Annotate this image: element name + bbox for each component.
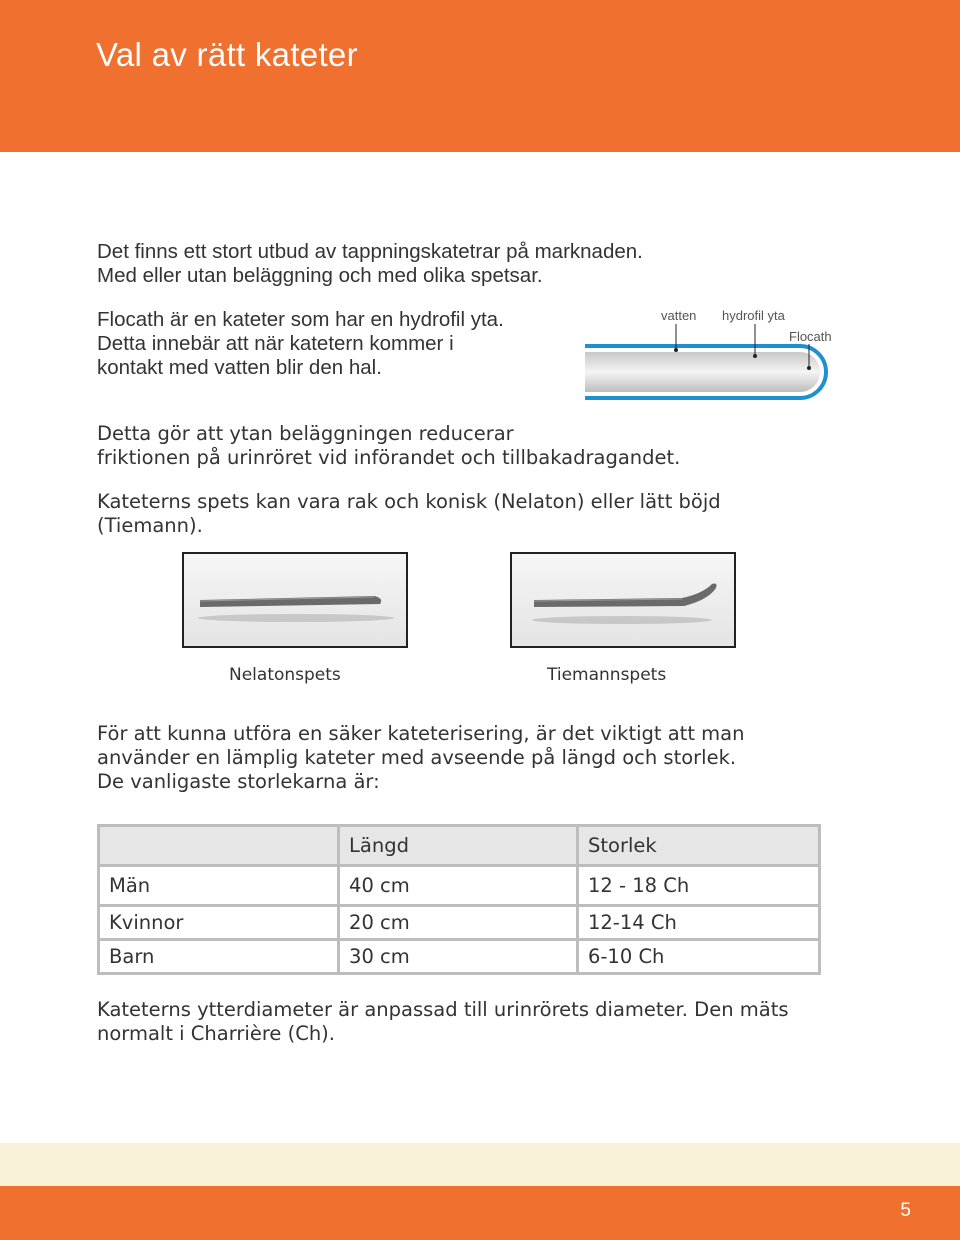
tiemann-catheter-icon (512, 554, 734, 646)
table-cell: 6-10 Ch (577, 940, 819, 974)
nelaton-catheter-icon (184, 554, 406, 646)
friction-paragraph (97, 422, 680, 470)
tip-paragraph (97, 490, 721, 538)
table-row (99, 906, 820, 940)
flocath-paragraph (97, 308, 504, 380)
label-hydrophilic-surface: hydrofil yta (722, 308, 785, 323)
page-header (0, 0, 960, 152)
size-line: använder en lämplig kateter med avseende på längd och storlek. (97, 746, 737, 769)
size-paragraph (97, 722, 744, 794)
table-cell: Kvinnor (99, 906, 339, 940)
flocath-line: Flocath är en kateter som har en hydrofil yta. (97, 308, 504, 331)
footer-band (0, 1143, 960, 1186)
page-number: 5 (900, 1200, 911, 1221)
closing-paragraph (97, 998, 789, 1046)
nelaton-tip-image (182, 552, 408, 648)
table-cell: 12-14 Ch (577, 906, 819, 940)
table-cell: 40 cm (339, 866, 578, 906)
table-cell: Barn (99, 940, 339, 974)
table-header-cell: Storlek (577, 826, 819, 866)
tiemann-caption: Tiemannspets (547, 665, 667, 685)
table-header-cell (99, 826, 339, 866)
closing-line: normalt i Charrière (Ch). (97, 1022, 335, 1045)
flocath-line: kontakt med vatten blir den hal. (97, 356, 382, 379)
table-header-row (99, 826, 820, 866)
tip-line: (Tiemann). (97, 514, 203, 537)
hydrophilic-catheter-diagram (585, 300, 835, 410)
page-footer (0, 1186, 960, 1240)
label-flocath: Flocath (789, 329, 832, 344)
intro-line: Med eller utan beläggning och med olika spetsar. (97, 264, 543, 287)
catheter-cross-section-icon (585, 300, 835, 410)
page-title: Val av rätt kateter (96, 36, 358, 73)
table-header-cell: Längd (339, 826, 578, 866)
size-line: De vanligaste storlekarna är: (97, 770, 380, 793)
table-cell: 12 - 18 Ch (577, 866, 819, 906)
tiemann-tip-image (510, 552, 736, 648)
catheter-size-table (97, 824, 821, 975)
table-cell: Män (99, 866, 339, 906)
intro-line: Det finns ett stort utbud av tappningskatetrar på marknaden. (97, 240, 643, 263)
friction-line: Detta gör att ytan beläggningen reducerar (97, 422, 514, 445)
flocath-line: Detta innebär att när katetern kommer i (97, 332, 454, 355)
closing-line: Kateterns ytterdiameter är anpassad till urinrörets diameter. Den mäts (97, 998, 789, 1021)
label-water: vatten (661, 308, 697, 323)
friction-line: friktionen på urinröret vid införandet och tillbakadragandet. (97, 446, 681, 469)
nelaton-caption: Nelatonspets (229, 665, 341, 685)
size-line: För att kunna utföra en säker kateterisering, är det viktigt att man (97, 722, 745, 745)
tip-line: Kateterns spets kan vara rak och konisk (Nelaton) eller lätt böjd (97, 490, 721, 513)
table-row (99, 866, 820, 906)
table-cell: 30 cm (339, 940, 578, 974)
table-cell: 20 cm (339, 906, 578, 940)
table-row (99, 940, 820, 974)
intro-paragraph (97, 240, 643, 288)
